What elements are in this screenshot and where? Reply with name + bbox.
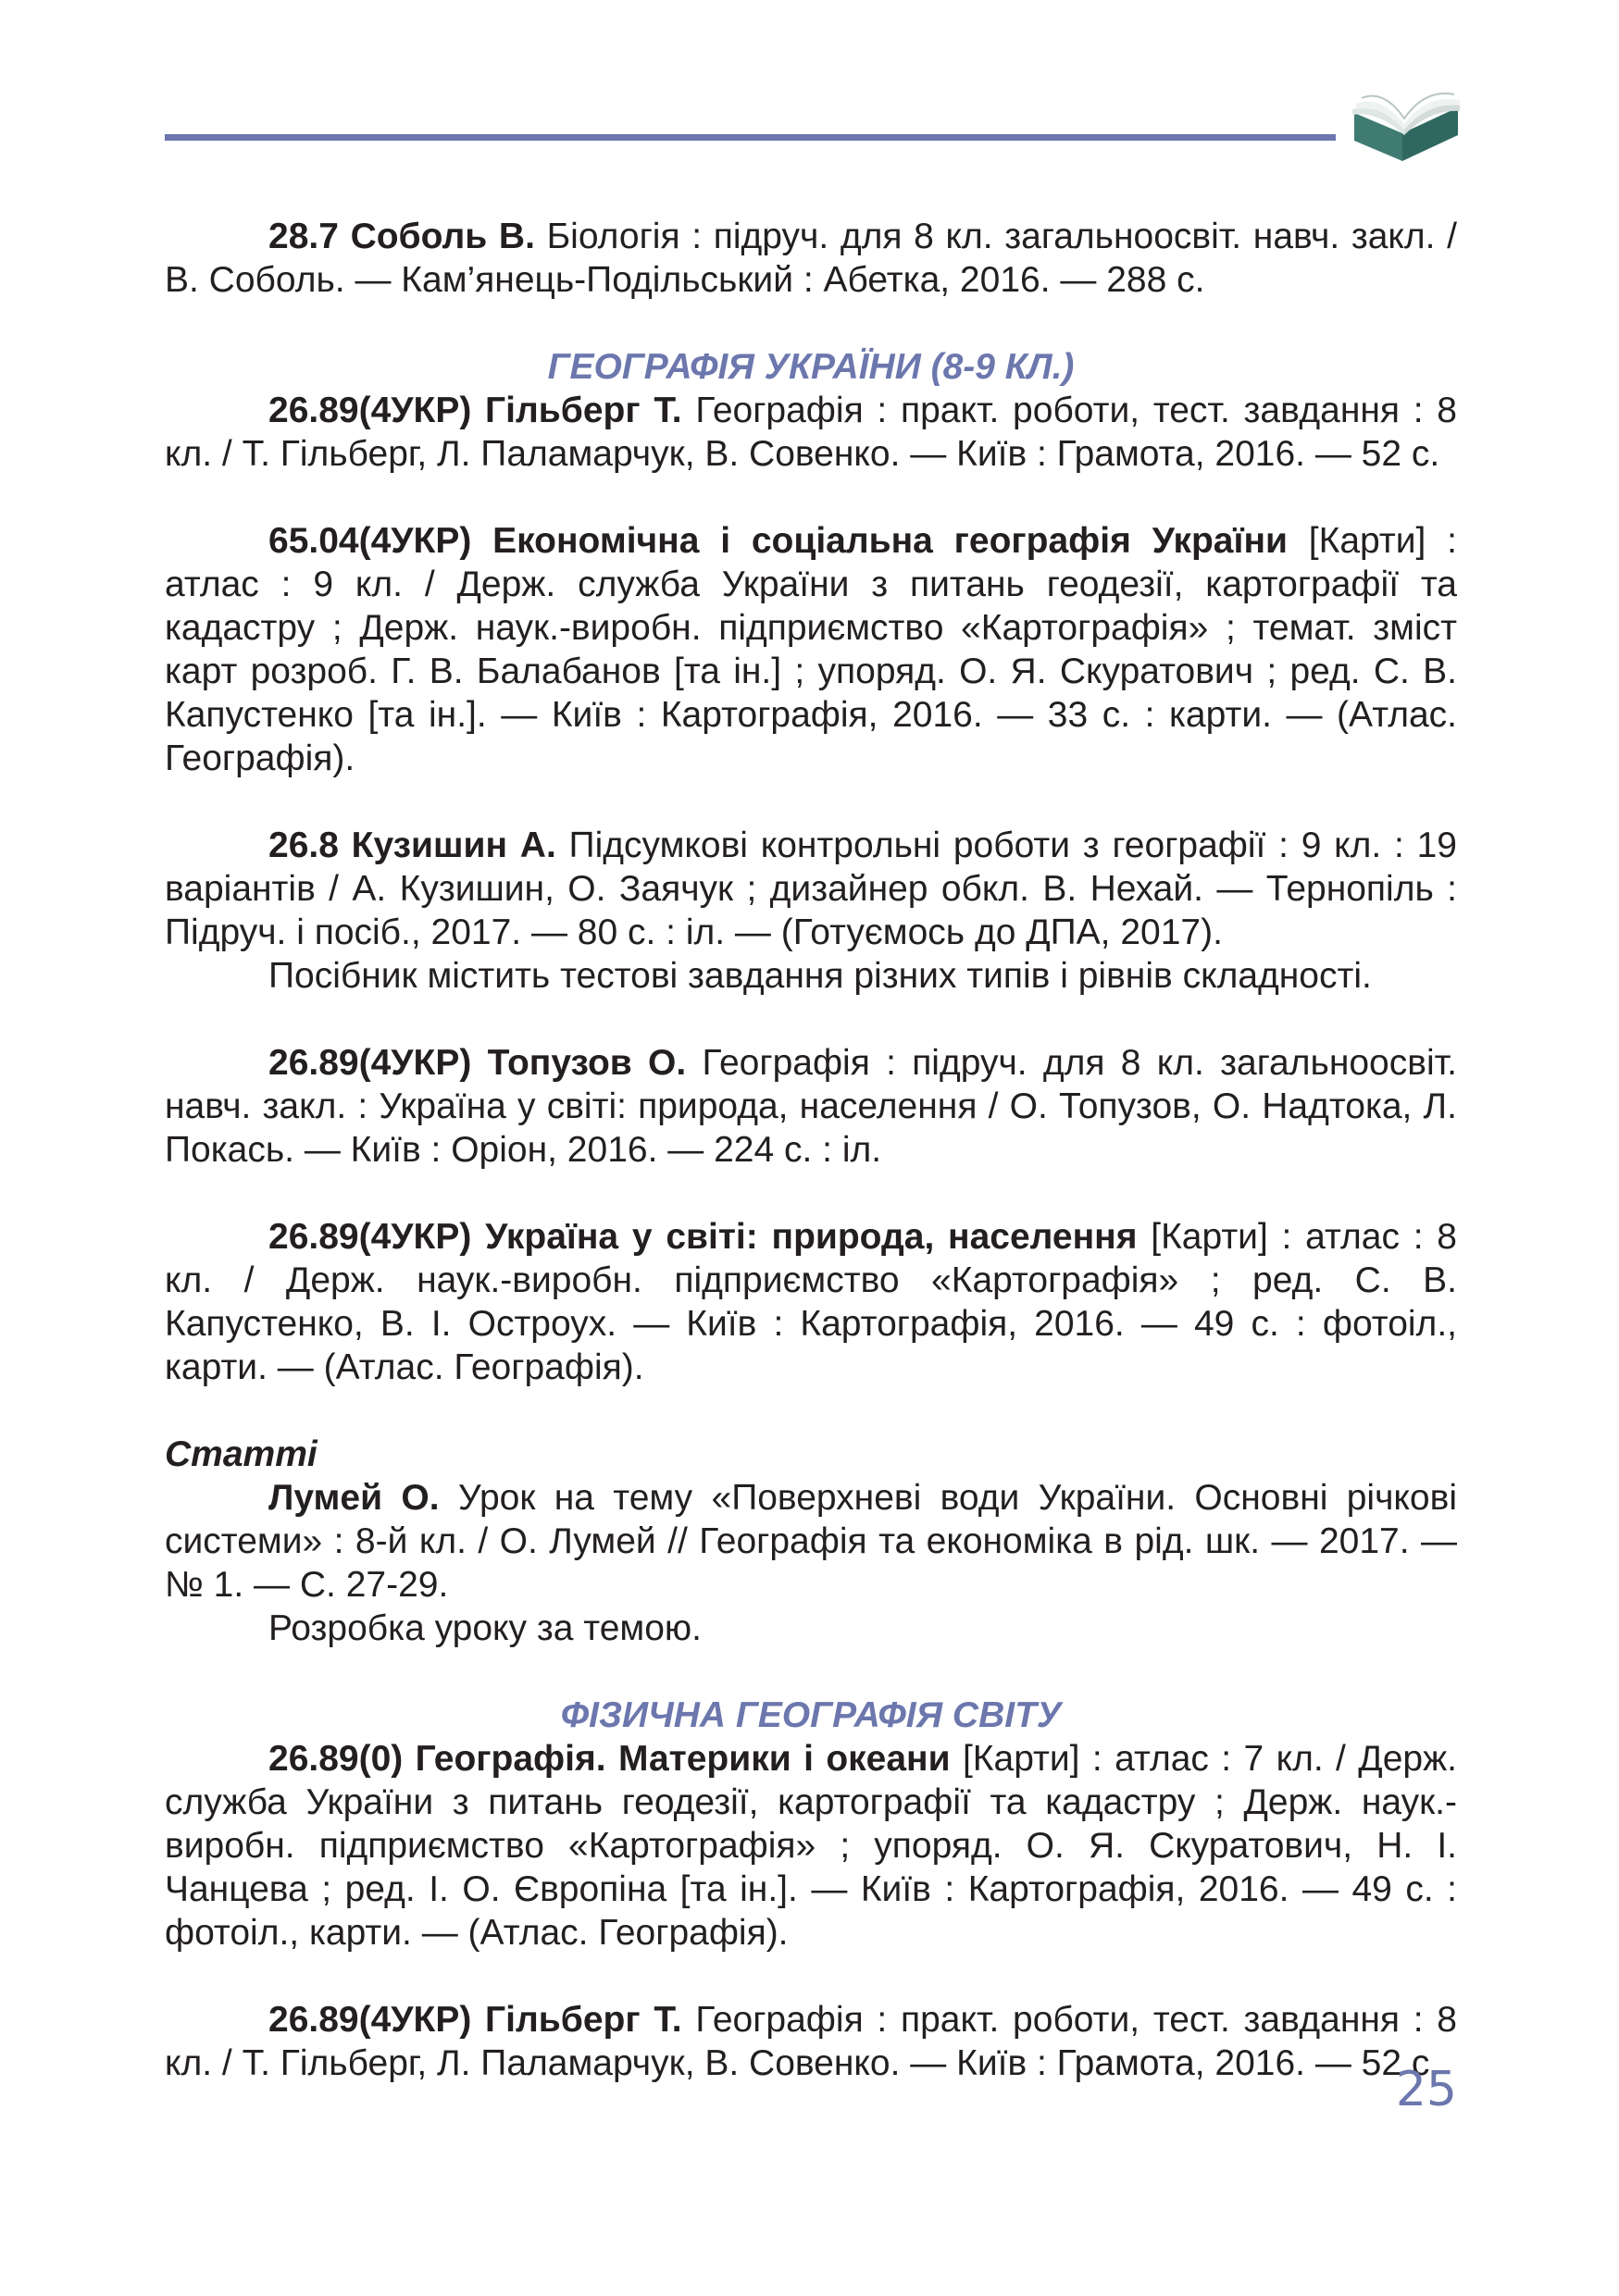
bib-entry: [165, 824, 1457, 954]
entry-text: [Карти] : атлас : 7 кл. / Держ. служба України з питань геодезії, картографії та кадастру ; Держ. наук.-виробн. підприємство «Картографія» ; упоряд. О. Я. Скуратович, Н. І. Чанцева ; ред. І. О. Європіна [та ін.]. — Київ : Картографія, 2016. — 49 с. : фотоіл., карти. — (Атлас. Географія).: [165, 1739, 1457, 1953]
entry-heading: 26.89(4УКР) Україна у світі: природа, населення: [268, 1217, 1138, 1257]
entry-text: Географія : практ. роботи, тест. завдання : 8 кл. / Т. Гільберг, Л. Паламарчук, В. Совенко. — Київ : Грамота, 2016. — 52 с.: [165, 2000, 1457, 2083]
entry-annotation: Розробка уроку за темою.: [268, 1608, 702, 1648]
entry-heading: 26.89(4УКР) Топузов О.: [268, 1043, 687, 1083]
entry-heading: 26.89(4УКР) Гільберг Т.: [268, 391, 682, 430]
entry-text: Урок на тему «Поверхневі води України. Основні річкові системи» : 8-й кл. / О. Лумей // Географія та економіка в рід. шк. — 2017. — № 1. — С. 27-29.: [165, 1478, 1457, 1605]
entry-text: Географія : практ. роботи, тест. завдання : 8 кл. / Т. Гільберг, Л. Паламарчук, В. Совенко. — Київ : Грамота, 2016. — 52 с.: [165, 391, 1457, 474]
articles-subheading: Статті: [165, 1434, 318, 1474]
bib-entry: [165, 215, 1457, 302]
article-entry: [165, 1476, 1457, 1607]
section-heading: ФІЗИЧНА ГЕОГРАФІЯ СВІТУ: [560, 1695, 1062, 1735]
header-rule: [165, 134, 1336, 141]
page-content: [165, 215, 1457, 2085]
bib-entry: [165, 519, 1457, 780]
entry-text: [Карти] : атлас : 8 кл. / Держ. наук.-виробн. підприємство «Картографія» ; ред. С. В. Капустенко, В. І. Остроух. — Київ : Картографія, 2016. — 49 с. : фотоіл., карти. — (Атлас. Географія).: [165, 1217, 1457, 1387]
entry-heading: 26.89(0) Географія. Материки і океани: [268, 1739, 951, 1779]
entry-text: Біологія : підруч. для 8 кл. загальноосвіт. навч. закл. / В. Соболь. — Кам’янець-Подільський : Абетка, 2016. — 288 с.: [165, 217, 1457, 300]
bib-entry: [165, 1998, 1457, 2085]
entry-text: Географія : підруч. для 8 кл. загальноосвіт. навч. закл. : Україна у світі: природа, населення / О. Топузов, О. Надтока, Л. Покась. — Київ : Оріон, 2016. — 224 с. : іл.: [165, 1043, 1458, 1170]
entry-heading: 26.8 Кузишин А.: [268, 825, 556, 865]
bib-entry: [165, 1737, 1457, 1955]
entry-annotation: Посібник містить тестові завдання різних типів і рівнів складності.: [268, 956, 1372, 996]
open-book-icon: [1347, 76, 1465, 168]
bib-entry: [165, 389, 1457, 476]
entry-heading: 65.04(4УКР) Економічна і соціальна географія України: [268, 521, 1288, 561]
page-number: 25: [1395, 2062, 1457, 2117]
entry-heading: Лумей О.: [268, 1478, 440, 1518]
entry-heading: 28.7 Соболь В.: [268, 217, 535, 256]
section-heading: ГЕОГРАФІЯ УКРАЇНИ (8-9 КЛ.): [547, 347, 1075, 387]
bib-entry: [165, 1215, 1457, 1389]
entry-text: [Карти] : атлас : 9 кл. / Держ. служба України з питань геодезії, картографії та кадастру ; Держ. наук.-виробн. підприємство «Картографія» ; темат. зміст карт розроб. Г. В. Балабанов [та ін.] ; упоряд. О. Я. Скуратович ; ред. С. В. Капустенко [та ін.]. — Київ : Картографія, 2016. — 33 с. : карти. — (Атлас. Географія).: [165, 521, 1457, 778]
entry-heading: 26.89(4УКР) Гільберг Т.: [268, 2000, 682, 2040]
bib-entry: [165, 1041, 1457, 1172]
entry-text: Підсумкові контрольні роботи з географії : 9 кл. : 19 варіантів / А. Кузишин, О. Заячук ; дизайнер обкл. В. Нехай. — Тернопіль : Підруч. і посіб., 2017. — 80 с. : іл. — (Готуємось до ДПА, 2017).: [165, 825, 1457, 952]
